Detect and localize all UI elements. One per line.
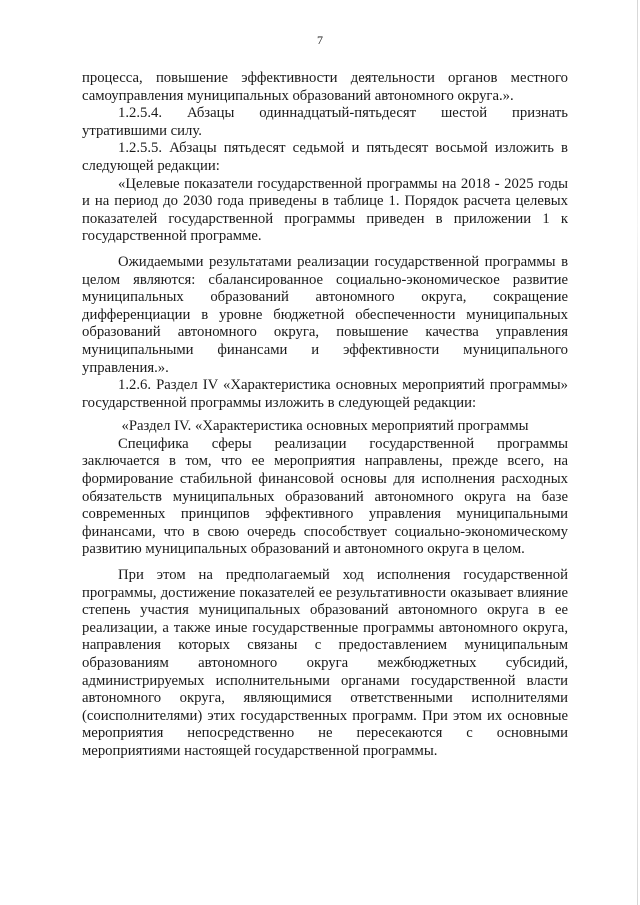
paragraph-continuation: процесса, повышение эффективности деятельности органов местного самоуправления муниципальных образований автономного округа.». bbox=[82, 70, 568, 104]
document-body bbox=[82, 70, 568, 761]
paragraph-1-2-5-5: 1.2.5.5. Абзацы пятьдесят седьмой и пятьдесят восьмой изложить в следующей редакции: bbox=[82, 140, 568, 174]
paragraph-expected-results: Ожидаемыми результатами реализации государственной программы в целом являются: сбалансированное социально-экономическое развитие муниципальных образований автономного округа, сокращение дифференциации в уровне бюджетной обеспеченности муниципальных образований автономного округа, повышение качества управления муниципальными финансами и эффективности муниципального управления.». bbox=[82, 253, 568, 376]
paragraph-target-indicators: «Целевые показатели государственной программы на 2018 - 2025 годы и на период до 2030 года приведены в таблице 1. Порядок расчета целевых показателей государственной программы приведен в приложении 1 к государственной программе. bbox=[82, 175, 568, 245]
page-number: 7 bbox=[317, 33, 323, 47]
paragraph-specifics: Специфика сферы реализации государственной программы заключается в том, что ее мероприятия направлены, прежде всего, на формирование стабильной финансовой основы для исполнения расходных обязательств муниципальных образований автономного округа на базе современных принципов эффективного управления муниципальными финансами, что в свою очередь способствует социально-экономическому развитию муниципальных образований и автономного округа в целом. bbox=[82, 435, 568, 558]
scan-edge-line bbox=[637, 0, 638, 905]
paragraph-1-2-6: 1.2.6. Раздел IV «Характеристика основных мероприятий программы» государственной программы изложить в следующей редакции: bbox=[82, 377, 568, 411]
section-heading: «Раздел IV. «Характеристика основных мероприятий программы bbox=[121, 418, 529, 435]
paragraph-execution: При этом на предполагаемый ход исполнения государственной программы, достижение показателей ее результативности оказывает влияние степень участия муниципальных образований автономного округа в ее реализации, а также иные государственные программы автономного округа, направления которых связаны с предоставлением муниципальным образованиям автономного округа межбюджетных субсидий, администрируемых исполнительными органами государственной власти автономного округа, являющимися ответственными исполнителями (соисполнителями) этих государственных программ. При этом их основные мероприятия непосредственно не пересекаются с основными мероприятиями настоящей государственной программы. bbox=[82, 567, 568, 759]
paragraph-1-2-5-4: 1.2.5.4. Абзацы одиннадцатый-пятьдесят шестой признать утратившими силу. bbox=[82, 105, 568, 139]
